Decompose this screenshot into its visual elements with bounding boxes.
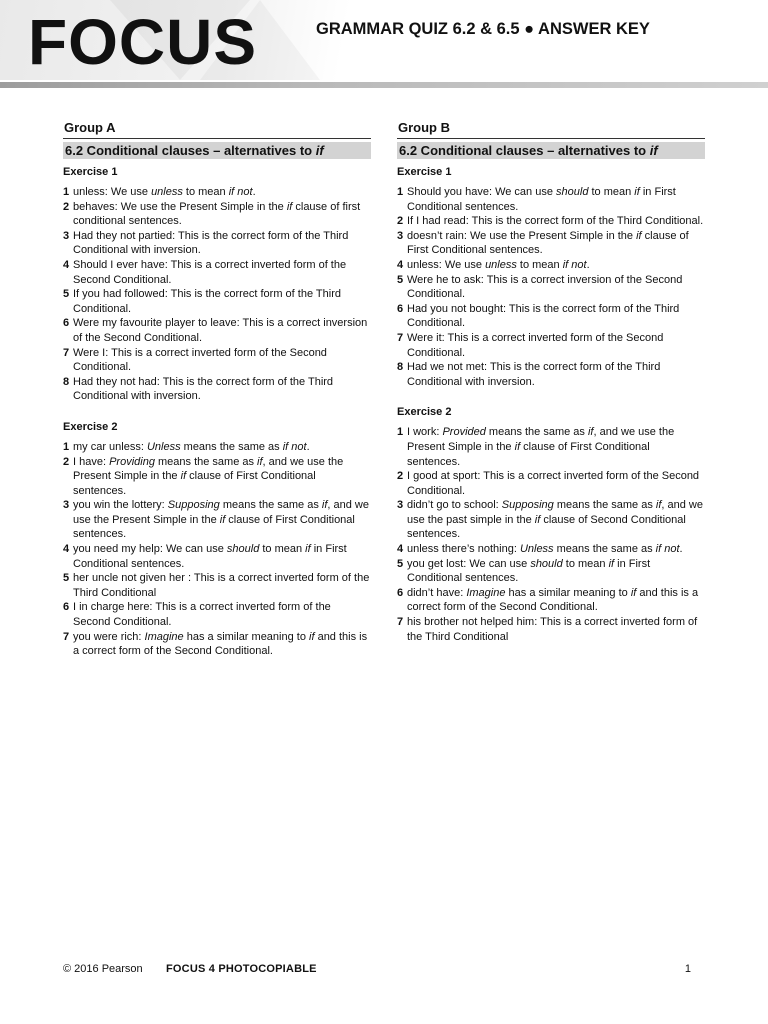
answer-text: I in charge here: This is a correct inverted form of the Second Conditional. bbox=[73, 601, 331, 629]
group-b-exercise1-title: Exercise 1 bbox=[397, 166, 452, 178]
answer-emphasis: if bbox=[514, 440, 521, 453]
answer-text: you need my help: We can use bbox=[73, 543, 227, 556]
answer-text: to mean bbox=[182, 186, 229, 198]
page-title: GRAMMAR QUIZ 6.2 & 6.5 ● ANSWER KEY bbox=[316, 20, 650, 38]
answer-number: 7 bbox=[397, 331, 404, 344]
answer-item bbox=[63, 571, 371, 600]
answer-emphasis: if bbox=[608, 557, 615, 570]
answer-emphasis: Unless bbox=[146, 440, 181, 453]
answer-text: Were he to ask: This is a correct inversion of the Second Conditional. bbox=[407, 273, 683, 301]
answer-item bbox=[397, 425, 705, 469]
answer-item bbox=[397, 229, 705, 258]
answer-item bbox=[63, 200, 371, 229]
answer-text: and this is a correct form of the Second Conditional. bbox=[73, 630, 368, 658]
answer-emphasis: Imagine bbox=[466, 586, 506, 599]
answer-number: 2 bbox=[63, 455, 70, 468]
answer-text: clause of First Conditional sentences. bbox=[73, 513, 355, 541]
answer-emphasis: if not bbox=[282, 440, 307, 453]
answer-text: has a similar meaning to bbox=[505, 586, 631, 599]
answer-text: means the same as bbox=[485, 426, 588, 439]
answer-emphasis: if bbox=[636, 229, 642, 242]
answer-item bbox=[397, 557, 705, 586]
answer-text: unless there’s nothing: bbox=[407, 543, 520, 556]
answer-number: 4 bbox=[63, 258, 70, 271]
answer-number: 3 bbox=[397, 229, 404, 242]
answer-text: clause of Second Conditional sentences. bbox=[407, 513, 686, 541]
group-b-section-title bbox=[397, 142, 705, 159]
answer-number: 5 bbox=[397, 273, 404, 286]
answer-emphasis: should bbox=[226, 543, 260, 556]
answer-text: . bbox=[306, 440, 310, 453]
answer-text: , and we use the Present Simple in the bbox=[73, 499, 369, 526]
answer-text: Had they not partied: This is the correct form of the Third Conditional with inversion. bbox=[73, 229, 349, 257]
group-a-exercise2-list bbox=[63, 440, 371, 659]
answer-number: 8 bbox=[397, 361, 404, 374]
answer-number: 4 bbox=[397, 543, 404, 556]
answer-text: to mean bbox=[259, 543, 306, 556]
answer-text: I work: bbox=[407, 426, 443, 439]
group-a-exercise1-title: Exercise 1 bbox=[63, 166, 118, 178]
answer-item bbox=[63, 185, 371, 200]
answer-text: and this is a correct form of the Second Conditional. bbox=[407, 586, 699, 614]
answer-item bbox=[63, 542, 371, 571]
answer-item bbox=[397, 360, 705, 389]
answer-text: her uncle not given her : This is a correct inverted form of the Third Conditional bbox=[73, 572, 370, 599]
answer-item bbox=[63, 440, 371, 455]
answer-number: 1 bbox=[397, 186, 404, 198]
answer-number: 3 bbox=[397, 499, 404, 512]
answer-text: to mean bbox=[516, 258, 563, 271]
answer-text: . bbox=[252, 186, 256, 198]
answer-emphasis: if bbox=[180, 470, 187, 483]
answer-number: 5 bbox=[63, 288, 70, 301]
answer-emphasis: Imagine bbox=[144, 630, 184, 643]
answer-number: 3 bbox=[63, 499, 70, 512]
answer-number: 3 bbox=[63, 229, 70, 242]
answer-item bbox=[63, 375, 371, 404]
answer-number: 8 bbox=[63, 375, 70, 388]
answer-number: 1 bbox=[63, 186, 70, 198]
answer-emphasis: if bbox=[321, 499, 328, 512]
answer-text: Should you have: We can use bbox=[407, 186, 557, 198]
answer-emphasis: if bbox=[309, 630, 315, 643]
answer-text: in First Conditional sentences. bbox=[73, 543, 347, 570]
answer-text: Were I: This is a correct inverted form of the Second Conditional. bbox=[73, 346, 327, 374]
group-a-column bbox=[63, 120, 371, 659]
group-b-exercise2-title: Exercise 2 bbox=[397, 406, 452, 419]
answer-text: Were it: This is a correct inverted form of the Second Conditional. bbox=[407, 331, 664, 359]
answer-emphasis: Supposing bbox=[501, 499, 554, 512]
answer-text: didn’t go to school: bbox=[407, 499, 502, 512]
answer-emphasis: Unless bbox=[519, 543, 554, 556]
answer-number: 6 bbox=[63, 601, 70, 614]
group-b-column bbox=[397, 120, 705, 644]
answer-emphasis: if bbox=[219, 513, 226, 526]
answer-text: unless: We use bbox=[407, 258, 486, 271]
answer-text: Had they not had: This is the correct form of the Third Conditional with inversion. bbox=[73, 375, 334, 403]
focus-logo: FOCUS bbox=[28, 6, 257, 78]
answer-number: 2 bbox=[397, 470, 404, 483]
answer-text: Had we not met: This is the correct form of the Third Conditional with inversion. bbox=[407, 361, 661, 388]
answer-text: you were rich: bbox=[73, 630, 145, 643]
group-b-title: Group B bbox=[397, 120, 705, 139]
answer-text: Were my favourite player to leave: This is a correct inversion of the Second Conditional. bbox=[73, 317, 368, 344]
answer-text: clause of First Conditional sentences. bbox=[407, 229, 689, 257]
answer-emphasis: unless bbox=[151, 186, 183, 198]
answer-text: , and we use the Present Simple in the bbox=[407, 426, 675, 453]
answer-text: . bbox=[586, 258, 590, 271]
answer-emphasis: if bbox=[587, 426, 594, 439]
answer-text: I have: bbox=[73, 455, 110, 468]
answer-item bbox=[63, 316, 371, 345]
answer-item bbox=[63, 455, 371, 499]
group-b-exercise2-list bbox=[397, 425, 705, 644]
answer-text: , and we use the past simple in the bbox=[407, 499, 703, 526]
answer-item bbox=[397, 469, 705, 498]
answer-text: you win the lottery: bbox=[73, 499, 168, 512]
answer-text: means the same as bbox=[180, 440, 283, 453]
answer-item bbox=[63, 287, 371, 316]
answer-text: doesn’t rain: We use the Present Simple in the bbox=[407, 229, 637, 242]
answer-text: behaves: We use the Present Simple in the bbox=[73, 200, 287, 213]
section-title-text: 6.2 Conditional clauses – alternatives to bbox=[399, 143, 650, 158]
answer-emphasis: Provided bbox=[442, 426, 486, 439]
answer-emphasis: if not bbox=[228, 186, 253, 198]
answer-emphasis: if bbox=[634, 186, 640, 198]
group-a-exercise1-list bbox=[63, 185, 371, 404]
group-a-exercise2-title: Exercise 2 bbox=[63, 420, 118, 433]
group-b-exercise1-list bbox=[397, 185, 705, 389]
answer-text: in First Conditional sentences. bbox=[407, 557, 651, 585]
answer-number: 6 bbox=[63, 317, 70, 330]
answer-text: clause of First Conditional sentences. bbox=[407, 440, 650, 468]
copyright-text: © 2016 Pearson bbox=[63, 963, 143, 975]
answer-number: 4 bbox=[63, 543, 70, 556]
answer-text: . bbox=[679, 543, 683, 556]
answer-number: 2 bbox=[63, 200, 70, 213]
answer-text: to mean bbox=[588, 186, 635, 198]
answer-text: If you had followed: This is the correct form of the Third Conditional. bbox=[73, 288, 341, 315]
answer-text: you get lost: We can use bbox=[407, 557, 531, 570]
answer-text: means the same as bbox=[553, 543, 656, 556]
answer-item bbox=[397, 331, 705, 360]
answer-item bbox=[397, 542, 705, 557]
answer-emphasis: if bbox=[305, 543, 311, 556]
answer-emphasis: if not bbox=[562, 258, 587, 271]
answer-text: Should I ever have: This is a correct inverted form of the Second Conditional. bbox=[73, 258, 347, 286]
answer-number: 6 bbox=[397, 302, 404, 315]
answer-text: , and we use the Present Simple in the bbox=[73, 455, 344, 483]
answer-emphasis: Supposing bbox=[167, 499, 220, 512]
answer-item bbox=[63, 346, 371, 375]
answer-number: 7 bbox=[63, 346, 70, 359]
page-header bbox=[0, 0, 768, 80]
answer-text: I good at sport: This is a correct inverted form of the Second Conditional. bbox=[407, 470, 700, 497]
answer-item bbox=[397, 498, 705, 542]
answer-text: Had you not bought: This is the correct form of the Third Conditional. bbox=[407, 302, 680, 330]
answer-number: 1 bbox=[397, 426, 404, 439]
answer-number: 5 bbox=[63, 572, 70, 585]
answer-text: in First Conditional sentences. bbox=[407, 186, 676, 213]
answer-text: If I had read: This is the correct form of the Third Conditional. bbox=[407, 215, 704, 228]
answer-number: 4 bbox=[397, 258, 404, 271]
answer-text: has a similar meaning to bbox=[183, 630, 310, 643]
answer-emphasis: if not bbox=[655, 543, 680, 556]
answer-number: 1 bbox=[63, 440, 70, 453]
answer-emphasis: if bbox=[630, 586, 637, 599]
answer-item bbox=[397, 214, 705, 229]
answer-item bbox=[63, 229, 371, 258]
answer-emphasis: if bbox=[655, 499, 662, 512]
answer-number: 7 bbox=[63, 630, 70, 643]
answer-number: 2 bbox=[397, 215, 404, 228]
header-divider-bar bbox=[0, 82, 768, 88]
group-a-title: Group A bbox=[63, 120, 371, 139]
answer-emphasis: unless bbox=[485, 258, 517, 271]
page-number: 1 bbox=[684, 963, 691, 975]
answer-item bbox=[63, 498, 371, 542]
answer-text: means the same as bbox=[154, 455, 258, 468]
section-title-emphasis: if bbox=[649, 143, 658, 158]
group-a-section-title bbox=[63, 142, 371, 159]
answer-number: 6 bbox=[397, 586, 404, 599]
answer-text: clause of first conditional sentences. bbox=[73, 200, 361, 228]
answer-text: means the same as bbox=[219, 499, 322, 512]
answer-text: didn’t have: bbox=[407, 586, 467, 599]
answer-text: his brother not helped him: This is a correct inverted form of the Third Conditional bbox=[407, 616, 698, 643]
answer-number: 5 bbox=[397, 557, 404, 570]
answer-item bbox=[63, 630, 371, 659]
answer-emphasis: if bbox=[257, 455, 263, 468]
answer-item bbox=[63, 258, 371, 287]
answer-item bbox=[397, 615, 705, 644]
answer-item bbox=[397, 273, 705, 302]
answer-text: my car unless: bbox=[73, 440, 147, 453]
answer-emphasis: should bbox=[530, 557, 563, 570]
answer-text: clause of First Conditional sentences. bbox=[73, 470, 316, 497]
answer-item bbox=[397, 586, 705, 615]
answer-item bbox=[397, 258, 705, 273]
answer-text: means the same as bbox=[553, 499, 656, 512]
answer-item bbox=[397, 185, 705, 214]
section-title-emphasis: if bbox=[315, 143, 324, 158]
answer-emphasis: should bbox=[556, 186, 589, 198]
answer-number: 7 bbox=[397, 616, 404, 629]
answer-item bbox=[63, 600, 371, 629]
section-title-text: 6.2 Conditional clauses – alternatives to bbox=[65, 143, 316, 158]
answer-emphasis: if bbox=[534, 513, 541, 526]
answer-emphasis: if bbox=[286, 200, 293, 213]
answer-text: to mean bbox=[562, 557, 609, 570]
answer-item bbox=[397, 302, 705, 331]
photocopiable-label: FOCUS 4 PHOTOCOPIABLE bbox=[166, 963, 317, 975]
answer-emphasis: Providing bbox=[109, 455, 155, 468]
answer-text: unless: We use bbox=[73, 186, 152, 198]
